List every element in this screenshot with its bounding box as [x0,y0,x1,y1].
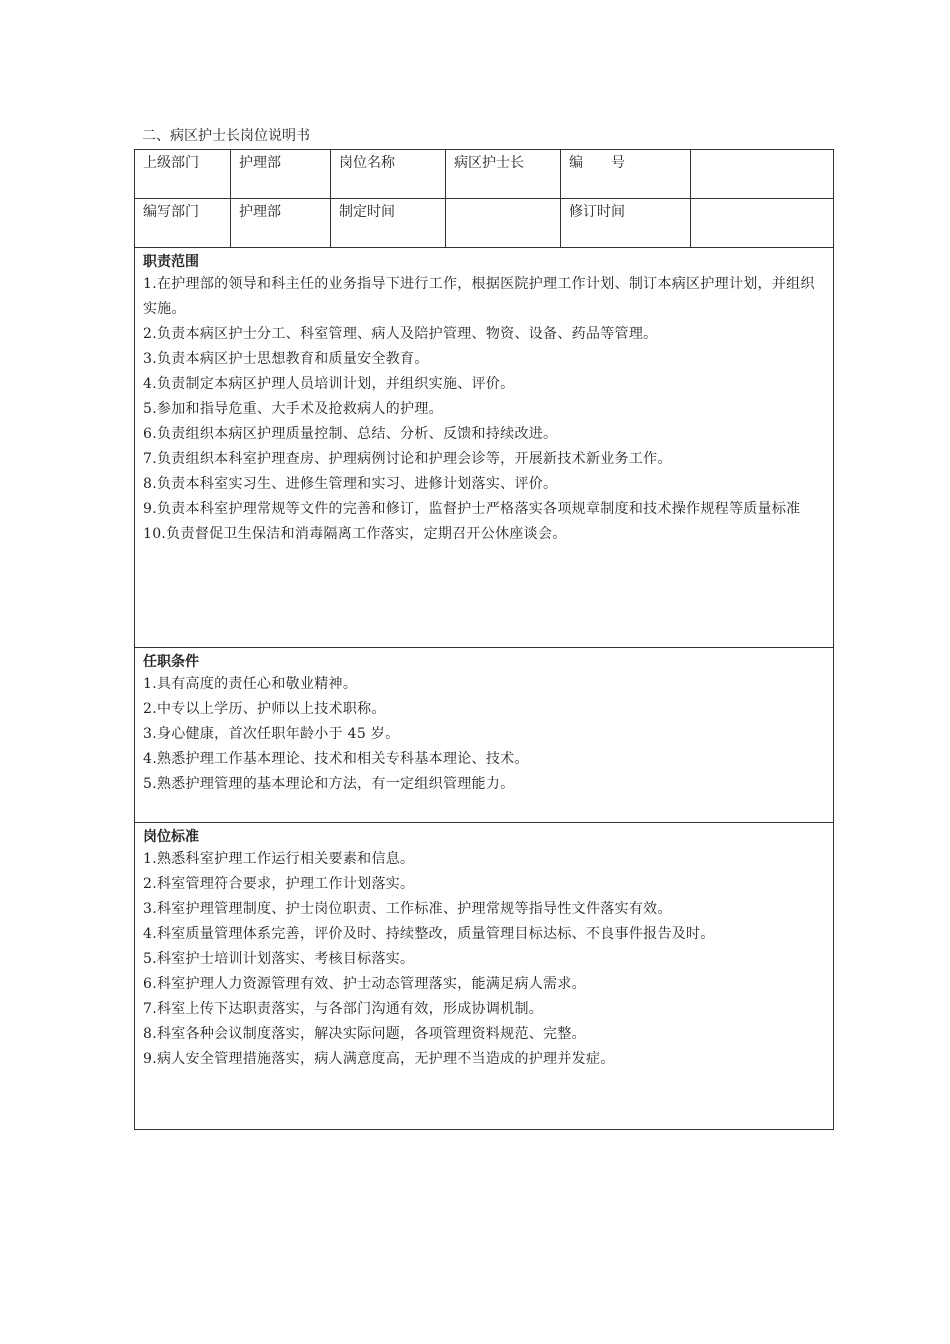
item-list [143,847,825,1072]
header-row-2 [135,199,834,248]
value-number [691,150,834,199]
label-number: 编 号 [561,150,691,199]
list-item: 7.科室上传下达职责落实，与各部门沟通有效，形成协调机制。 [143,1001,544,1017]
list-item: 5.科室护士培训计划落实、考核目标落实。 [143,951,415,967]
list-item: 4.负责制定本病区护理人员培训计划，并组织实施、评价。 [143,376,515,392]
section-heading: 职责范围 [143,254,199,270]
list-item: 3.科室护理管理制度、护士岗位职责、工作标准、护理常规等指导性文件落实有效。 [143,901,672,917]
label-position-name: 岗位名称 [331,150,446,199]
value-superior-dept: 护理部 [231,150,331,199]
section-heading: 岗位标准 [143,829,199,845]
list-item: 5.参加和指导危重、大手术及抢救病人的护理。 [143,401,443,417]
list-item: 7.负责组织本科室护理查房、护理病例讨论和护理会诊等，开展新技术新业务工作。 [143,451,672,467]
label-created-time: 制定时间 [331,199,446,248]
list-item: 10.负责督促卫生保洁和消毒隔离工作落实，定期召开公休座谈会。 [143,526,567,542]
section-responsibilities [135,248,834,648]
list-item: 6.科室护理人力资源管理有效、护士动态管理落实，能满足病人需求。 [143,976,586,992]
section-heading: 任职条件 [143,654,199,670]
value-created-time [446,199,561,248]
label-writing-dept: 编写部门 [135,199,231,248]
list-item: 2.中专以上学历、护师以上技术职称。 [143,701,386,717]
list-item: 5.熟悉护理管理的基本理论和方法，有一定组织管理能力。 [143,776,515,792]
list-item: 1.在护理部的领导和科主任的业务指导下进行工作，根据医院护理工作计划、制订本病区护理计划，并组织实施。 [143,276,815,317]
value-position-name: 病区护士长 [446,150,561,199]
value-revised-time [691,199,834,248]
section-standards-row [135,823,834,1130]
section-responsibilities-row [135,248,834,648]
list-item: 4.科室质量管理体系完善，评价及时、持续整改，质量管理目标达标、不良事件报告及时。 [143,926,715,942]
list-item: 3.负责本病区护士思想教育和质量安全教育。 [143,351,429,367]
list-item: 4.熟悉护理工作基本理论、技术和相关专科基本理论、技术。 [143,751,529,767]
list-item: 8.负责本科室实习生、进修生管理和实习、进修计划落实、评价。 [143,476,558,492]
list-item: 2.科室管理符合要求，护理工作计划落实。 [143,876,415,892]
label-revised-time: 修订时间 [561,199,691,248]
list-item: 1.具有高度的责任心和敬业精神。 [143,676,358,692]
document-title: 二、病区护士长岗位说明书 [142,128,310,144]
section-qualifications-row [135,648,834,823]
section-standards [135,823,834,1130]
section-qualifications [135,648,834,823]
job-description-table [134,149,834,1130]
list-item: 8.科室各种会议制度落实，解决实际问题，各项管理资料规范、完整。 [143,1026,586,1042]
list-item: 1.熟悉科室护理工作运行相关要素和信息。 [143,851,415,867]
header-row-1 [135,150,834,199]
label-superior-dept: 上级部门 [135,150,231,199]
list-item: 6.负责组织本病区护理质量控制、总结、分析、反馈和持续改进。 [143,426,558,442]
list-item: 3.身心健康，首次任职年龄小于 45 岁。 [143,726,400,742]
list-item: 9.病人安全管理措施落实，病人满意度高，无护理不当造成的护理并发症。 [143,1051,615,1067]
list-item: 9.负责本科室护理常规等文件的完善和修订，监督护士严格落实各项规章制度和技术操作规程等质量标准 [143,501,801,517]
value-writing-dept: 护理部 [231,199,331,248]
item-list [143,672,825,797]
list-item: 2.负责本病区护士分工、科室管理、病人及陪护管理、物资、设备、药品等管理。 [143,326,658,342]
item-list [143,272,825,547]
